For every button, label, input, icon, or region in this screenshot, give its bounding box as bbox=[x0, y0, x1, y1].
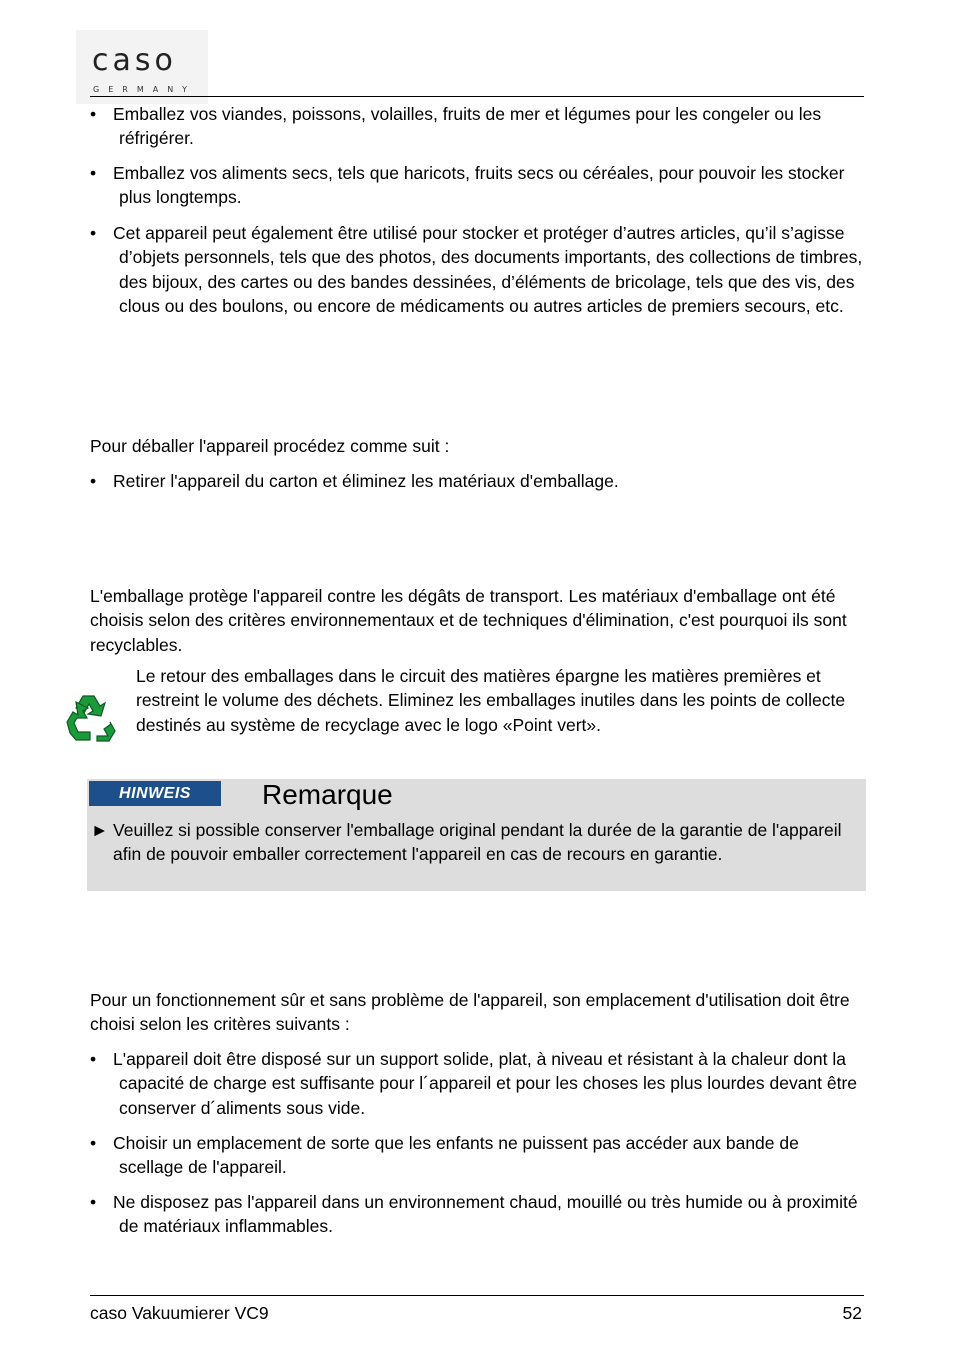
bullet-symbol: • bbox=[90, 104, 97, 124]
bullet-symbol: • bbox=[90, 1049, 97, 1069]
note-title: Remarque bbox=[262, 779, 393, 810]
list-item-text: L'appareil doit être disposé sur un support solide, plat, à niveau et résistant à la chaleur dont la capacité de charge est suffisante pour l´appareil et pour les choses les plus lourdes devant être conserver d´aliments sous vide. bbox=[113, 1049, 858, 1118]
recycle-paragraph: Le retour des emballages dans le circuit des matières épargne les matières premières et restreint le volume des déchets. Eliminez les emballages inutiles dans les points de collecte destinés au système de recyclage avec le logo «Point vert». bbox=[136, 666, 846, 735]
unpack-intro: Pour déballer l'appareil procédez comme suit : bbox=[90, 436, 450, 456]
list-item bbox=[90, 161, 864, 210]
footer-divider bbox=[90, 1295, 864, 1296]
bullet-symbol: • bbox=[90, 1133, 97, 1153]
bullet-symbol: • bbox=[90, 1192, 97, 1212]
list-item bbox=[90, 469, 864, 493]
location-intro: Pour un fonctionnement sûr et sans problème de l'appareil, son emplacement d'utilisation doit être choisi selon les critères suivants : bbox=[90, 990, 850, 1035]
bullet-symbol: • bbox=[90, 471, 97, 491]
list-item-text: Ne disposez pas l'appareil dans un environnement chaud, mouillé ou très humide ou à proximité de matériaux inflammables. bbox=[113, 1192, 858, 1237]
arrow-icon: ► bbox=[91, 820, 109, 840]
list-item bbox=[90, 221, 864, 318]
list-item-text: Retirer l'appareil du carton et éliminez les matériaux d'emballage. bbox=[113, 471, 619, 491]
logo-wordmark: caso bbox=[92, 43, 177, 78]
note-text: Veuillez si possible conserver l'emballage original pendant la durée de la garantie de l'appareil afin de pouvoir emballer correctement l'appareil en cas de recours en garantie. bbox=[113, 820, 842, 865]
list-item bbox=[90, 102, 864, 151]
list-item-text: Emballez vos viandes, poissons, volailles, fruits de mer et légumes pour les congeler ou les réfrigérer. bbox=[113, 104, 822, 149]
footer-title: caso Vakuumierer VC9 bbox=[90, 1303, 269, 1323]
bullet-symbol: • bbox=[90, 223, 97, 243]
caso-logo bbox=[76, 30, 208, 104]
list-item-text: Cet appareil peut également être utilisé pour stocker et protéger d’autres articles, qu’il s’agisse d’objets personnels, tels que des photos, des documents importants, des collections de timbres, des bijoux, des cartes ou des bandes dessinées, d’éléments de bricolage, tels que des vis, des clous ou des boulons, ou encore de médicaments ou autres articles de premiers secours, etc. bbox=[113, 223, 863, 316]
logo-subtext: GERMANY bbox=[93, 85, 197, 94]
list-item bbox=[90, 1047, 864, 1120]
hinweis-badge: HINWEIS bbox=[89, 781, 221, 806]
header-divider bbox=[90, 96, 864, 97]
recycle-icon bbox=[64, 692, 116, 744]
packaging-paragraph: L'emballage protège l'appareil contre les dégâts de transport. Les matériaux d'emballage ont été choisis selon des critères environnementaux et de techniques d'élimination, c'est pourquoi ils sont recyclables. bbox=[90, 586, 847, 655]
note-body bbox=[91, 818, 851, 867]
list-item bbox=[90, 1131, 864, 1180]
bullet-symbol: • bbox=[90, 163, 97, 183]
list-item-text: Emballez vos aliments secs, tels que haricots, fruits secs ou céréales, pour pouvoir les stocker plus longtemps. bbox=[113, 163, 845, 208]
caso-logo-graphic bbox=[76, 30, 208, 104]
list-item-text: Choisir un emplacement de sorte que les enfants ne puissent pas accéder aux bande de scellage de l'appareil. bbox=[113, 1133, 799, 1178]
list-item bbox=[90, 1190, 864, 1239]
page-number: 52 bbox=[842, 1303, 862, 1323]
